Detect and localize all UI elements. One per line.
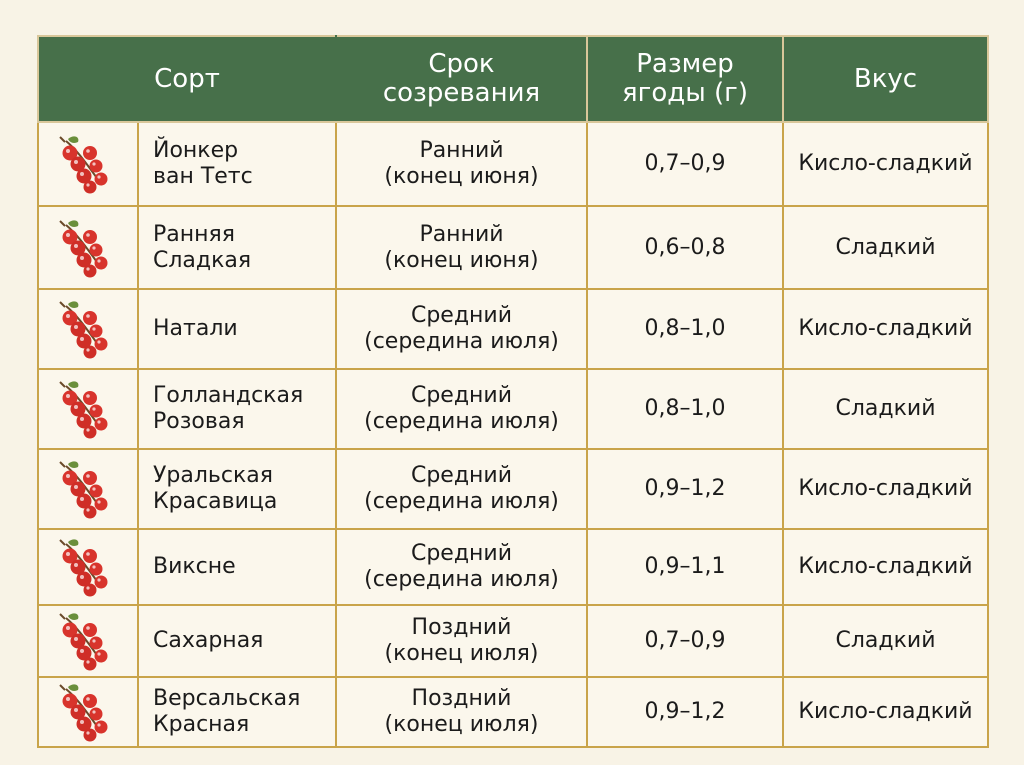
table-row [38, 449, 988, 529]
taste: Сладкий [783, 206, 988, 289]
ripening-period: Ранний (конец июня) [336, 206, 587, 289]
header-berry-size: Размер ягоды (г) [587, 36, 783, 122]
header-variety: Сорт [38, 36, 336, 122]
berry-icon-cell [38, 605, 138, 677]
taste: Кисло-сладкий [783, 122, 988, 206]
berry-size: 0,6–0,8 [587, 206, 783, 289]
table-header-row [38, 36, 988, 122]
taste: Кисло-сладкий [783, 529, 988, 605]
variety-name: Сахарная [138, 605, 336, 677]
berry-size: 0,9–1,2 [587, 449, 783, 529]
red-currant-icon [56, 133, 120, 195]
berry-size: 0,7–0,9 [587, 605, 783, 677]
red-currant-icon [56, 298, 120, 360]
ripening-period: Поздний (конец июля) [336, 605, 587, 677]
variety-name: Версальская Красная [138, 677, 336, 747]
berry-icon-cell [38, 529, 138, 605]
table-row [38, 605, 988, 677]
ripening-period: Ранний (конец июня) [336, 122, 587, 206]
red-currant-icon [56, 681, 120, 743]
table-row [38, 529, 988, 605]
taste: Кисло-сладкий [783, 449, 988, 529]
ripening-period: Поздний (конец июля) [336, 677, 587, 747]
variety-name: Ранняя Сладкая [138, 206, 336, 289]
red-currant-icon [56, 610, 120, 672]
table-row [38, 122, 988, 206]
red-currant-icon [56, 458, 120, 520]
taste: Сладкий [783, 369, 988, 449]
berry-size: 0,9–1,1 [587, 529, 783, 605]
ripening-period: Средний (середина июля) [336, 449, 587, 529]
red-currant-icon [56, 378, 120, 440]
table-row [38, 289, 988, 369]
table-row [38, 677, 988, 747]
berry-icon-cell [38, 206, 138, 289]
variety-name: Голландская Розовая [138, 369, 336, 449]
variety-name: Уральская Красавица [138, 449, 336, 529]
berry-icon-cell [38, 289, 138, 369]
taste: Кисло-сладкий [783, 289, 988, 369]
header-ripening: Срок созревания [336, 36, 587, 122]
variety-name: Йонкер ван Тетс [138, 122, 336, 206]
variety-name: Натали [138, 289, 336, 369]
berry-size: 0,8–1,0 [587, 369, 783, 449]
berry-icon-cell [38, 369, 138, 449]
taste: Сладкий [783, 605, 988, 677]
berry-icon-cell [38, 122, 138, 206]
berry-icon-cell [38, 449, 138, 529]
variety-name: Виксне [138, 529, 336, 605]
berry-icon-cell [38, 677, 138, 747]
ripening-period: Средний (середина июля) [336, 289, 587, 369]
table-row [38, 206, 988, 289]
red-currant-icon [56, 217, 120, 279]
currant-varieties-table [37, 35, 989, 748]
header-taste: Вкус [783, 36, 988, 122]
berry-size: 0,9–1,2 [587, 677, 783, 747]
ripening-period: Средний (середина июля) [336, 529, 587, 605]
taste: Кисло-сладкий [783, 677, 988, 747]
berry-size: 0,7–0,9 [587, 122, 783, 206]
red-currant-icon [56, 536, 120, 598]
berry-size: 0,8–1,0 [587, 289, 783, 369]
ripening-period: Средний (середина июля) [336, 369, 587, 449]
table-row [38, 369, 988, 449]
